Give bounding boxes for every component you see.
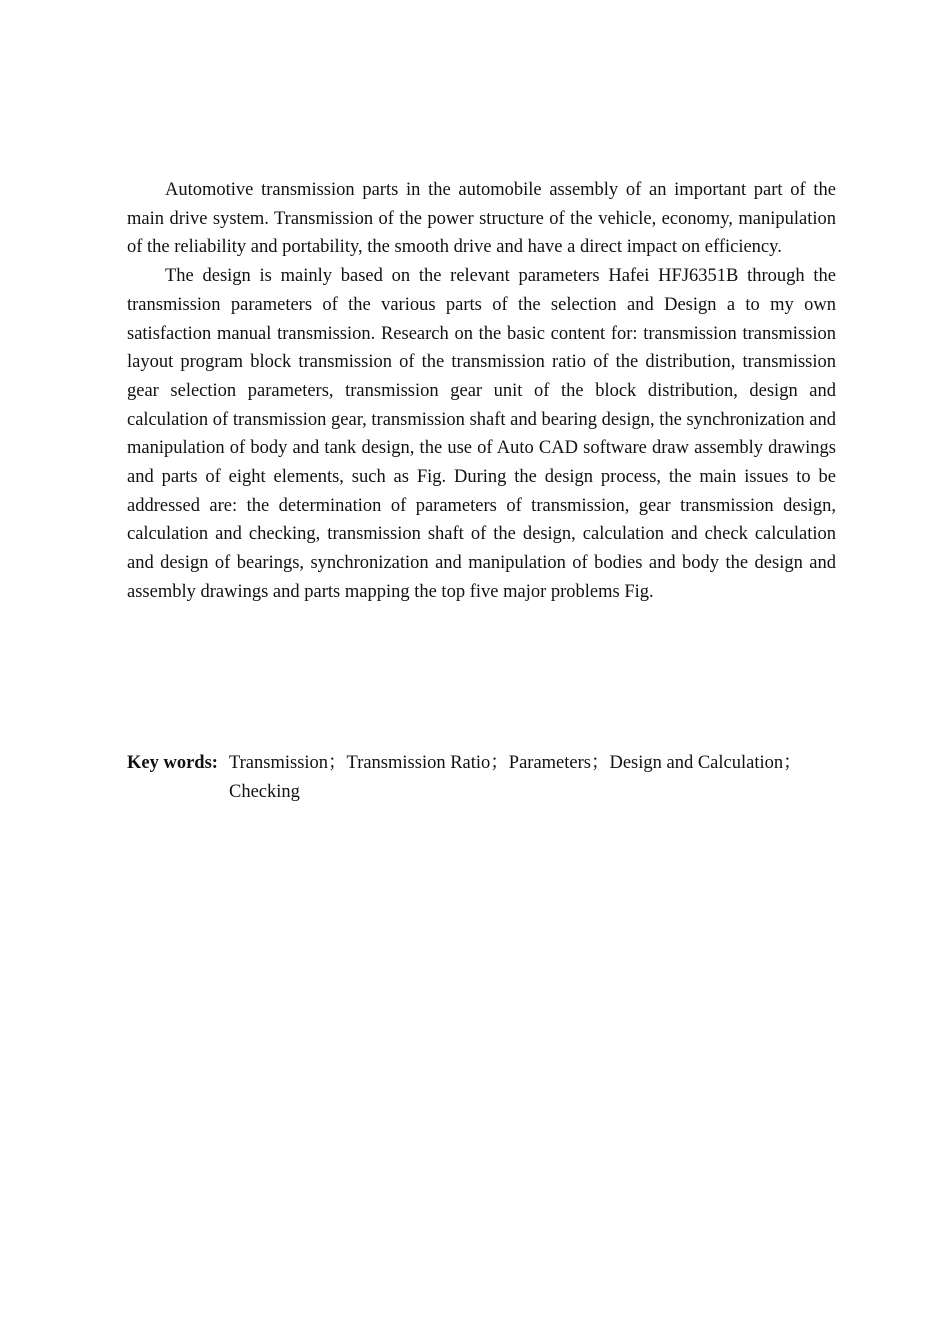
keywords-list: Transmission；Transmission Ratio；Parameters；Design and Calculation；Checking (229, 753, 802, 802)
abstract-section (127, 176, 836, 607)
keywords-label: Key words: (127, 753, 218, 773)
abstract-paragraph-2: The design is mainly based on the relevant parameters Hafei HFJ6351B through the transmission parameters of the various parts of the selection and Design a to my own satisfaction manual transmission. Research on the basic content for: transmission transmission layout program block transmission of the transmission ratio of the distribution, transmission gear selection parameters, transmission gear unit of the block distribution, design and calculation of transmission gear, transmission shaft and bearing design, the synchronization and manipulation of body and tank design, the use of Auto CAD software draw assembly drawings and parts of eight elements, such as Fig. During the design process, the main issues to be addressed are: the determination of parameters of transmission, gear transmission design, calculation and checking, transmission shaft of the design, calculation and check calculation and design of bearings, synchronization and manipulation of bodies and body the design and assembly drawings and parts mapping the top five major problems Fig. (127, 266, 836, 602)
keywords-section (127, 749, 836, 806)
abstract-paragraph-1: Automotive transmission parts in the automobile assembly of an important part of the main drive system. Transmission of the power structure of the vehicle, economy, manipulation of the reliability and portability, the smooth drive and have a direct impact on efficiency. (127, 180, 836, 258)
